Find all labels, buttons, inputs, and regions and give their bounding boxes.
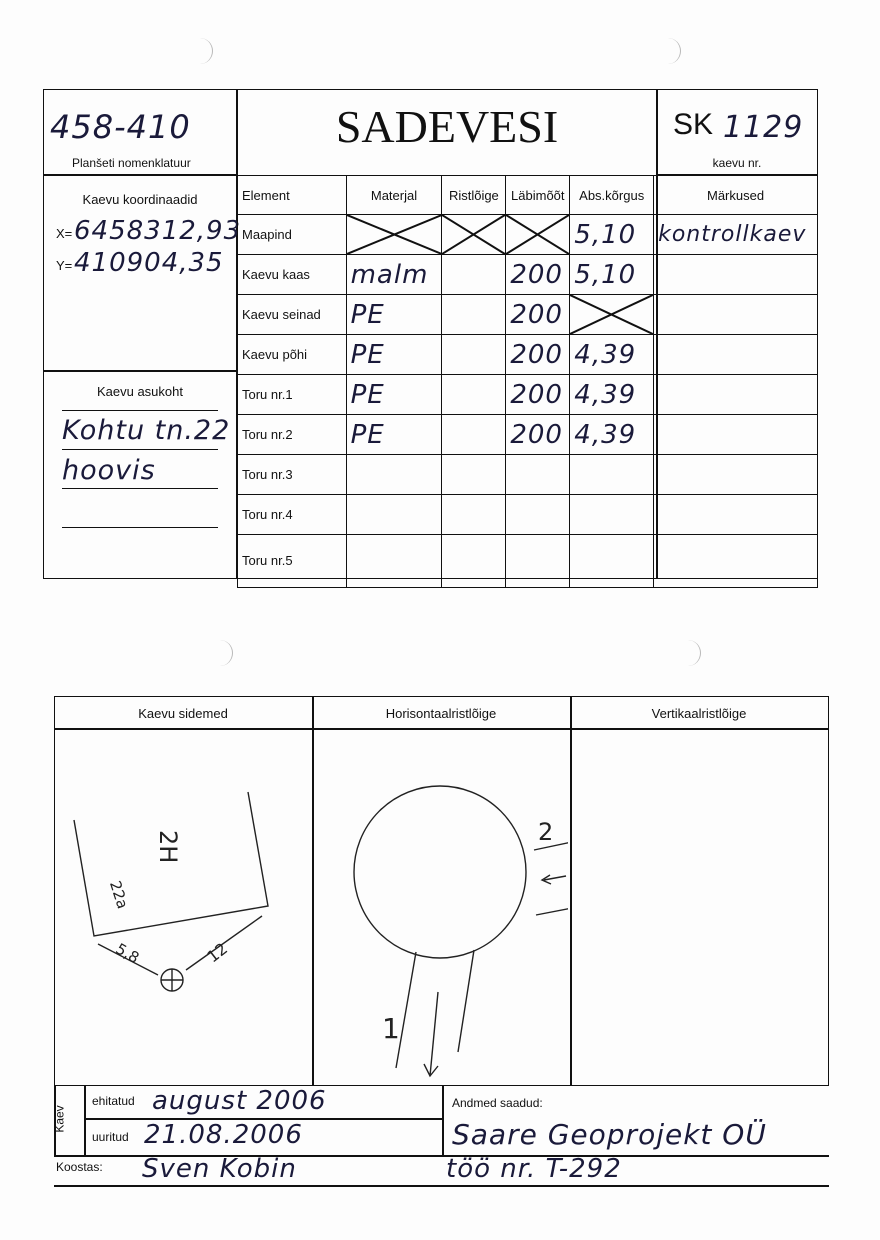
cell-labimoot xyxy=(506,295,570,335)
dimension-1: 5,8 xyxy=(112,939,143,968)
column-header: Abs.kõrgus xyxy=(570,176,654,215)
value-materjal: PE xyxy=(350,379,385,410)
x-coordinate: 6458312,93 xyxy=(74,216,242,246)
cell-korgus xyxy=(570,455,654,495)
x-prefix: X= xyxy=(56,226,73,241)
page-title: SADEVESI xyxy=(335,101,559,152)
location-line-2: hoovis xyxy=(62,455,156,486)
value-materjal: PE xyxy=(350,339,385,370)
cell-labimoot xyxy=(506,415,570,455)
col-label-vertical: Vertikaalristlõige xyxy=(651,706,747,721)
well-prefix: SK xyxy=(673,108,714,141)
horizontal-section-sketch xyxy=(314,730,568,1084)
element-name: Kaevu kaas xyxy=(242,266,310,282)
value-materjal: PE xyxy=(350,299,385,330)
cell-materjal xyxy=(346,335,442,375)
cell-materjal xyxy=(346,535,442,588)
element-name-cell xyxy=(238,535,347,588)
column-header: Ristlõige xyxy=(442,176,506,215)
value-labimoot: 200 xyxy=(510,419,563,450)
cell-markused xyxy=(654,375,818,415)
element-name: Kaevu seinad xyxy=(242,306,321,322)
crossed-out-cell xyxy=(570,295,654,335)
pipe-2-label: 2 xyxy=(538,818,554,846)
element-name-cell xyxy=(238,415,347,455)
cell-ristloige xyxy=(442,295,506,335)
cell-ristloige xyxy=(442,455,506,495)
cell-markused xyxy=(654,495,818,535)
nomenclature-label: Planšeti nomenklatuur xyxy=(72,156,191,170)
value-markused: kontrollkaev xyxy=(658,222,807,247)
value-labimoot: 200 xyxy=(510,299,563,330)
table-row xyxy=(238,215,818,255)
cell-ristloige xyxy=(442,495,506,535)
element-name: Toru nr.2 xyxy=(242,426,293,442)
value-korgus: 4,39 xyxy=(574,419,637,450)
built-value: august 2006 xyxy=(152,1086,327,1116)
cell-korgus xyxy=(570,495,654,535)
element-name: Maapind xyxy=(242,226,292,242)
table-row xyxy=(238,455,818,495)
table-row xyxy=(238,255,818,295)
cell-labimoot xyxy=(506,495,570,535)
cell-korgus xyxy=(570,335,654,375)
dimension-2: 12 xyxy=(203,938,232,967)
element-name: Toru nr.5 xyxy=(242,553,293,568)
cell-markused xyxy=(654,335,818,375)
cell-ristloige xyxy=(442,255,506,295)
table-row xyxy=(238,335,818,375)
value-materjal: malm xyxy=(350,259,429,290)
pipe-1-label: 1 xyxy=(382,1012,400,1045)
built-label: ehitatud xyxy=(92,1094,135,1108)
cell-labimoot xyxy=(506,335,570,375)
value-materjal: PE xyxy=(350,419,385,450)
column-header: Element xyxy=(238,176,347,215)
location-label: Kaevu asukoht xyxy=(96,384,183,399)
author-label: Koostas: xyxy=(56,1160,103,1174)
well-number-label: kaevu nr. xyxy=(712,156,762,170)
table-row xyxy=(238,415,818,455)
cell-materjal xyxy=(346,415,442,455)
table-row xyxy=(238,375,818,415)
cell-ristloige xyxy=(442,335,506,375)
cell-ristloige xyxy=(442,375,506,415)
element-name-cell xyxy=(238,295,347,335)
data-source-value: Saare Geoprojekt OÜ xyxy=(452,1118,767,1151)
element-name-cell xyxy=(238,375,347,415)
cell-materjal xyxy=(346,375,442,415)
punch-mark xyxy=(220,640,233,666)
cell-materjal xyxy=(346,495,442,535)
element-name-cell xyxy=(238,255,347,295)
cell-materjal xyxy=(346,255,442,295)
cell-ristloige xyxy=(442,415,506,455)
cell-markused xyxy=(654,415,818,455)
building-label: 2H xyxy=(154,830,182,864)
cell-markused xyxy=(654,295,818,335)
connections-sketch xyxy=(56,730,310,1084)
corner-label: 22a xyxy=(105,878,132,912)
element-name: Toru nr.3 xyxy=(242,466,293,482)
surveyed-label: uuritud xyxy=(92,1130,129,1144)
table-row xyxy=(238,295,818,335)
author-value: Sven Kobin xyxy=(142,1154,297,1184)
y-coordinate: 410904,35 xyxy=(74,248,224,278)
cell-labimoot xyxy=(506,455,570,495)
value-labimoot: 200 xyxy=(510,379,563,410)
punch-mark xyxy=(668,38,681,64)
table-header-row xyxy=(238,176,818,215)
nomenclature-value: 458-410 xyxy=(50,108,191,146)
value-korgus: 4,39 xyxy=(574,339,637,370)
building-outline xyxy=(74,792,268,936)
cell-korgus xyxy=(570,215,654,255)
element-name: Kaevu põhi xyxy=(242,346,308,362)
element-name-cell xyxy=(238,495,347,535)
cell-korgus xyxy=(570,535,654,588)
surveyed-value: 21.08.2006 xyxy=(144,1120,303,1150)
element-name-cell xyxy=(238,335,347,375)
element-name-cell xyxy=(238,215,347,255)
value-korgus: 5,10 xyxy=(574,259,637,290)
element-name: Toru nr.1 xyxy=(242,386,293,402)
column-header: Märkused xyxy=(654,176,818,215)
table-row xyxy=(238,495,818,535)
well-circle xyxy=(354,786,526,958)
cell-korgus xyxy=(570,255,654,295)
crossed-out-cell xyxy=(346,215,442,255)
element-name-cell xyxy=(238,455,347,495)
cell-markused xyxy=(654,455,818,495)
cell-labimoot xyxy=(506,375,570,415)
cell-korgus xyxy=(570,375,654,415)
cell-korgus xyxy=(570,415,654,455)
col-label-connections: Kaevu sidemed xyxy=(138,706,228,721)
location-line-1: Kohtu tn.22 xyxy=(62,415,231,446)
punch-mark xyxy=(200,38,213,64)
job-number: töö nr. T-292 xyxy=(446,1154,622,1184)
y-prefix: Y= xyxy=(56,258,73,273)
value-labimoot: 200 xyxy=(510,259,563,290)
crossed-out-cell xyxy=(506,215,570,255)
cell-materjal xyxy=(346,295,442,335)
cell-ristloige xyxy=(442,535,506,588)
elements-table xyxy=(237,175,818,588)
table-row xyxy=(238,535,818,588)
value-labimoot: 200 xyxy=(510,339,563,370)
cell-markused xyxy=(654,255,818,295)
column-header: Läbimõõt xyxy=(506,176,570,215)
element-name: Toru nr.4 xyxy=(242,506,293,522)
value-korgus: 4,39 xyxy=(574,379,637,410)
cell-markused xyxy=(654,535,818,588)
cell-labimoot xyxy=(506,535,570,588)
data-source-label: Andmed saadud: xyxy=(452,1096,543,1110)
punch-mark xyxy=(688,640,701,666)
coordinates-label: Kaevu koordinaadid xyxy=(82,192,198,207)
cell-labimoot xyxy=(506,255,570,295)
crossed-out-cell xyxy=(442,215,506,255)
column-header: Materjal xyxy=(346,176,442,215)
cell-materjal xyxy=(346,455,442,495)
value-korgus: 5,10 xyxy=(574,219,637,250)
col-label-horizontal: Horisontaalristlõige xyxy=(385,706,497,721)
side-label: Kaev xyxy=(52,1105,67,1133)
well-number: 1129 xyxy=(723,110,804,145)
cell-markused xyxy=(654,215,818,255)
